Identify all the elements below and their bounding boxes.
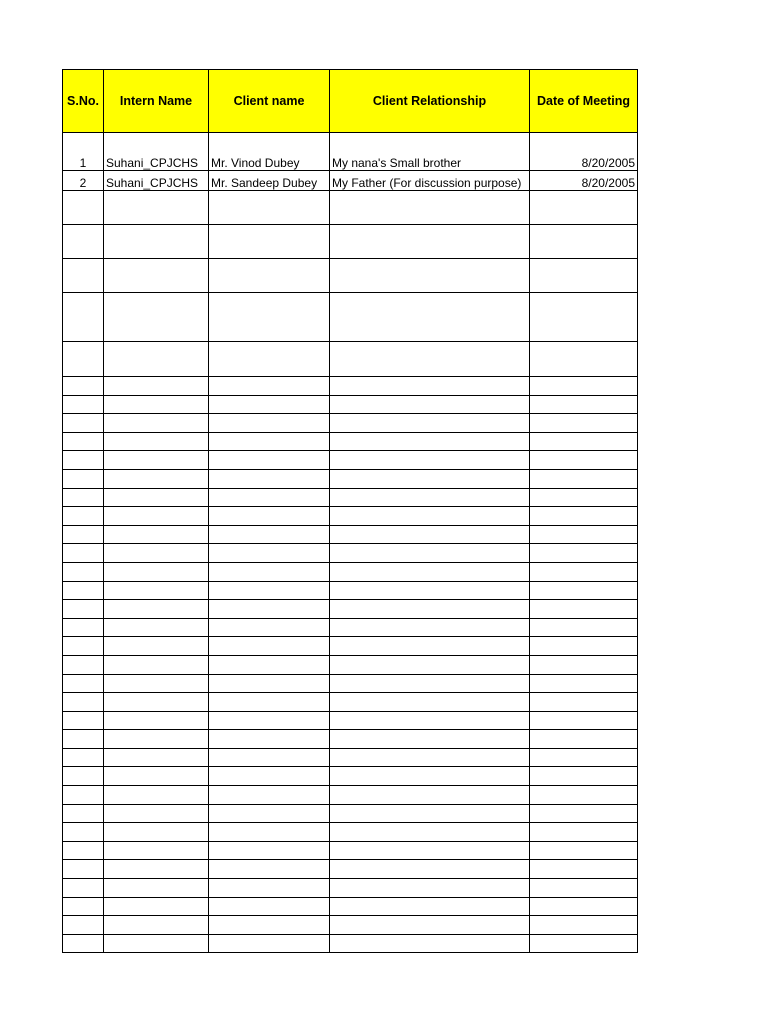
- table-row-empty: [63, 879, 638, 898]
- cell-intern-name-empty[interactable]: [104, 786, 209, 805]
- cell-date-of-meeting-empty[interactable]: [530, 544, 638, 563]
- cell-date-of-meeting-empty[interactable]: [530, 804, 638, 823]
- cell-client-name-empty[interactable]: [209, 507, 330, 526]
- cell-sno-empty[interactable]: [63, 342, 104, 377]
- cell-intern-name-empty[interactable]: [104, 259, 209, 293]
- cell-date-of-meeting-empty[interactable]: [530, 432, 638, 451]
- cell-client-name-empty[interactable]: [209, 600, 330, 619]
- cell-client-relationship-empty[interactable]: [330, 562, 530, 581]
- table-row-empty: [63, 730, 638, 749]
- cell-intern-name-empty[interactable]: [104, 544, 209, 563]
- table-row-empty: [63, 711, 638, 730]
- cell-client-relationship[interactable]: My nana's Small brother: [330, 133, 530, 171]
- cell-sno-empty[interactable]: [63, 897, 104, 916]
- cell-date-of-meeting-empty[interactable]: [530, 748, 638, 767]
- table-row-empty: [63, 897, 638, 916]
- cell-intern-name-empty[interactable]: [104, 395, 209, 414]
- cell-date-of-meeting-empty[interactable]: [530, 507, 638, 526]
- cell-date-of-meeting-empty[interactable]: [530, 823, 638, 842]
- table-row-empty: [63, 544, 638, 563]
- table-row-empty: [63, 562, 638, 581]
- cell-intern-name-empty[interactable]: [104, 879, 209, 898]
- table-row-empty: [63, 395, 638, 414]
- cell-date-of-meeting-empty[interactable]: [530, 342, 638, 377]
- table-row-empty: [63, 637, 638, 656]
- meeting-log-table: [62, 69, 638, 953]
- cell-date-of-meeting-empty[interactable]: [530, 562, 638, 581]
- cell-client-name-empty[interactable]: [209, 748, 330, 767]
- table-row-empty: [63, 377, 638, 396]
- cell-sno-empty[interactable]: [63, 293, 104, 342]
- cell-intern-name-empty[interactable]: [104, 618, 209, 637]
- table-row-empty: [63, 804, 638, 823]
- cell-sno-empty[interactable]: [63, 748, 104, 767]
- cell-date-of-meeting-empty[interactable]: [530, 618, 638, 637]
- cell-intern-name-empty[interactable]: [104, 581, 209, 600]
- table-row-empty: [63, 414, 638, 433]
- cell-client-relationship-empty[interactable]: [330, 748, 530, 767]
- cell-date-of-meeting-empty[interactable]: [530, 451, 638, 470]
- cell-date-of-meeting-empty[interactable]: [530, 786, 638, 805]
- cell-client-name-empty[interactable]: [209, 293, 330, 342]
- cell-date-of-meeting-empty[interactable]: [530, 674, 638, 693]
- cell-date-of-meeting-empty[interactable]: [530, 934, 638, 953]
- cell-intern-name-empty[interactable]: [104, 897, 209, 916]
- cell-intern-name-empty[interactable]: [104, 916, 209, 935]
- table-row-empty: [63, 693, 638, 712]
- cell-intern-name-empty[interactable]: [104, 767, 209, 786]
- cell-client-relationship-empty[interactable]: [330, 600, 530, 619]
- cell-client-name-empty[interactable]: [209, 259, 330, 293]
- cell-sno-empty[interactable]: [63, 469, 104, 488]
- cell-sno-empty[interactable]: [63, 637, 104, 656]
- cell-client-name-empty[interactable]: [209, 860, 330, 879]
- cell-client-name-empty[interactable]: [209, 674, 330, 693]
- cell-client-relationship-empty[interactable]: [330, 804, 530, 823]
- cell-date-of-meeting-empty[interactable]: [530, 600, 638, 619]
- cell-client-name-empty[interactable]: [209, 191, 330, 225]
- cell-date-of-meeting-empty[interactable]: [530, 469, 638, 488]
- cell-sno-empty[interactable]: [63, 860, 104, 879]
- table-row-empty: [63, 655, 638, 674]
- cell-client-relationship-empty[interactable]: [330, 841, 530, 860]
- cell-client-name-empty[interactable]: [209, 711, 330, 730]
- cell-client-relationship-empty[interactable]: [330, 259, 530, 293]
- cell-intern-name-empty[interactable]: [104, 934, 209, 953]
- cell-sno-empty[interactable]: [63, 451, 104, 470]
- cell-client-name-empty[interactable]: [209, 544, 330, 563]
- cell-sno-empty[interactable]: [63, 600, 104, 619]
- cell-client-relationship-empty[interactable]: [330, 879, 530, 898]
- cell-client-relationship-empty[interactable]: [330, 655, 530, 674]
- cell-intern-name-empty[interactable]: [104, 711, 209, 730]
- cell-intern-name-empty[interactable]: [104, 804, 209, 823]
- cell-client-relationship-empty[interactable]: [330, 488, 530, 507]
- cell-client-relationship-empty[interactable]: [330, 916, 530, 935]
- table-row-empty: [63, 507, 638, 526]
- cell-client-name-empty[interactable]: [209, 916, 330, 935]
- cell-client-relationship-empty[interactable]: [330, 469, 530, 488]
- table-row: [63, 171, 638, 191]
- cell-date-of-meeting-empty[interactable]: [530, 916, 638, 935]
- cell-client-name-empty[interactable]: [209, 377, 330, 396]
- cell-intern-name-empty[interactable]: [104, 655, 209, 674]
- cell-sno-empty[interactable]: [63, 507, 104, 526]
- cell-sno-empty[interactable]: [63, 674, 104, 693]
- cell-client-relationship-empty[interactable]: [330, 711, 530, 730]
- cell-intern-name-empty[interactable]: [104, 693, 209, 712]
- header-row: [63, 70, 638, 133]
- cell-client-relationship-empty[interactable]: [330, 191, 530, 225]
- cell-date-of-meeting-empty[interactable]: [530, 225, 638, 259]
- cell-date-of-meeting-empty[interactable]: [530, 191, 638, 225]
- cell-client-name-empty[interactable]: [209, 581, 330, 600]
- cell-client-name-empty[interactable]: [209, 655, 330, 674]
- cell-client-name-empty[interactable]: [209, 841, 330, 860]
- cell-client-name-empty[interactable]: [209, 823, 330, 842]
- cell-intern-name-empty[interactable]: [104, 674, 209, 693]
- cell-client-relationship-empty[interactable]: [330, 934, 530, 953]
- cell-intern-name-empty[interactable]: [104, 730, 209, 749]
- table-row-empty: [63, 525, 638, 544]
- cell-date-of-meeting-empty[interactable]: [530, 860, 638, 879]
- table-row-empty: [63, 916, 638, 935]
- cell-client-name-empty[interactable]: [209, 804, 330, 823]
- cell-client-name-empty[interactable]: [209, 897, 330, 916]
- cell-client-name-empty[interactable]: [209, 618, 330, 637]
- cell-date-of-meeting-empty[interactable]: [530, 693, 638, 712]
- cell-client-relationship-empty[interactable]: [330, 225, 530, 259]
- header-intern-name[interactable]: Intern Name: [104, 70, 209, 133]
- cell-client-relationship-empty[interactable]: [330, 342, 530, 377]
- cell-client-relationship-empty[interactable]: [330, 860, 530, 879]
- cell-client-name-empty[interactable]: [209, 451, 330, 470]
- cell-sno-empty[interactable]: [63, 916, 104, 935]
- cell-client-name-empty[interactable]: [209, 525, 330, 544]
- cell-sno[interactable]: 1: [63, 133, 104, 171]
- cell-client-relationship-empty[interactable]: [330, 377, 530, 396]
- cell-intern-name-empty[interactable]: [104, 562, 209, 581]
- cell-intern-name[interactable]: Suhani_CPJCHS: [104, 171, 209, 191]
- cell-client-name-empty[interactable]: [209, 488, 330, 507]
- cell-sno-empty[interactable]: [63, 377, 104, 396]
- table-row-empty: [63, 432, 638, 451]
- cell-date-of-meeting-empty[interactable]: [530, 637, 638, 656]
- cell-client-relationship-empty[interactable]: [330, 767, 530, 786]
- cell-client-relationship-empty[interactable]: [330, 693, 530, 712]
- table-row-empty: [63, 293, 638, 342]
- cell-client-relationship-empty[interactable]: [330, 544, 530, 563]
- cell-sno-empty[interactable]: [63, 581, 104, 600]
- cell-client-name-empty[interactable]: [209, 934, 330, 953]
- cell-intern-name-empty[interactable]: [104, 451, 209, 470]
- table-row-empty: [63, 259, 638, 293]
- table-row-empty: [63, 342, 638, 377]
- cell-sno-empty[interactable]: [63, 525, 104, 544]
- cell-client-relationship-empty[interactable]: [330, 786, 530, 805]
- cell-intern-name-empty[interactable]: [104, 600, 209, 619]
- cell-client-name-empty[interactable]: [209, 767, 330, 786]
- cell-intern-name-empty[interactable]: [104, 191, 209, 225]
- header-client-relationship[interactable]: Client Relationship: [330, 70, 530, 133]
- cell-date-of-meeting-empty[interactable]: [530, 841, 638, 860]
- cell-client-relationship-empty[interactable]: [330, 395, 530, 414]
- table-row: [63, 133, 638, 171]
- cell-intern-name-empty[interactable]: [104, 414, 209, 433]
- cell-client-relationship-empty[interactable]: [330, 432, 530, 451]
- cell-intern-name-empty[interactable]: [104, 637, 209, 656]
- cell-intern-name-empty[interactable]: [104, 469, 209, 488]
- cell-client-relationship-empty[interactable]: [330, 674, 530, 693]
- cell-sno-empty[interactable]: [63, 432, 104, 451]
- cell-sno-empty[interactable]: [63, 544, 104, 563]
- table-row-empty: [63, 823, 638, 842]
- cell-date-of-meeting-empty[interactable]: [530, 395, 638, 414]
- cell-client-relationship-empty[interactable]: [330, 823, 530, 842]
- cell-sno-empty[interactable]: [63, 395, 104, 414]
- cell-client-relationship-empty[interactable]: [330, 618, 530, 637]
- cell-client-relationship-empty[interactable]: [330, 897, 530, 916]
- cell-client-name-empty[interactable]: [209, 562, 330, 581]
- header-sno[interactable]: S.No.: [63, 70, 104, 133]
- cell-sno-empty[interactable]: [63, 225, 104, 259]
- cell-intern-name[interactable]: Suhani_CPJCHS: [104, 133, 209, 171]
- cell-sno-empty[interactable]: [63, 655, 104, 674]
- table-row-empty: [63, 674, 638, 693]
- table-row-empty: [63, 225, 638, 259]
- cell-sno-empty[interactable]: [63, 693, 104, 712]
- table-row-empty: [63, 600, 638, 619]
- cell-sno-empty[interactable]: [63, 934, 104, 953]
- cell-date-of-meeting-empty[interactable]: [530, 488, 638, 507]
- cell-intern-name-empty[interactable]: [104, 525, 209, 544]
- cell-client-relationship-empty[interactable]: [330, 507, 530, 526]
- cell-client-name-empty[interactable]: [209, 342, 330, 377]
- cell-sno-empty[interactable]: [63, 618, 104, 637]
- cell-client-relationship-empty[interactable]: [330, 451, 530, 470]
- table-row-empty: [63, 581, 638, 600]
- cell-date-of-meeting-empty[interactable]: [530, 897, 638, 916]
- cell-client-relationship-empty[interactable]: [330, 525, 530, 544]
- cell-client-name[interactable]: Mr. Sandeep Dubey: [209, 171, 330, 191]
- cell-sno-empty[interactable]: [63, 786, 104, 805]
- cell-client-relationship[interactable]: My Father (For discussion purpose): [330, 171, 530, 191]
- cell-date-of-meeting[interactable]: 8/20/2005: [530, 133, 638, 171]
- cell-client-name-empty[interactable]: [209, 786, 330, 805]
- table-row-empty: [63, 469, 638, 488]
- cell-sno-empty[interactable]: [63, 191, 104, 225]
- cell-client-name-empty[interactable]: [209, 395, 330, 414]
- cell-date-of-meeting-empty[interactable]: [530, 730, 638, 749]
- cell-date-of-meeting-empty[interactable]: [530, 711, 638, 730]
- cell-date-of-meeting-empty[interactable]: [530, 879, 638, 898]
- table-row-empty: [63, 767, 638, 786]
- cell-client-name[interactable]: Mr. Vinod Dubey: [209, 133, 330, 171]
- cell-date-of-meeting-empty[interactable]: [530, 655, 638, 674]
- table-row-empty: [63, 618, 638, 637]
- cell-intern-name-empty[interactable]: [104, 293, 209, 342]
- table-row-empty: [63, 786, 638, 805]
- cell-intern-name-empty[interactable]: [104, 841, 209, 860]
- cell-date-of-meeting-empty[interactable]: [530, 525, 638, 544]
- cell-sno-empty[interactable]: [63, 879, 104, 898]
- cell-client-name-empty[interactable]: [209, 637, 330, 656]
- cell-sno-empty[interactable]: [63, 823, 104, 842]
- cell-date-of-meeting-empty[interactable]: [530, 259, 638, 293]
- table-row-empty: [63, 191, 638, 225]
- cell-intern-name-empty[interactable]: [104, 748, 209, 767]
- cell-intern-name-empty[interactable]: [104, 225, 209, 259]
- table-row-empty: [63, 451, 638, 470]
- cell-date-of-meeting-empty[interactable]: [530, 767, 638, 786]
- cell-sno-empty[interactable]: [63, 562, 104, 581]
- cell-intern-name-empty[interactable]: [104, 432, 209, 451]
- header-client-name[interactable]: Client name: [209, 70, 330, 133]
- cell-sno-empty[interactable]: [63, 711, 104, 730]
- table-row-empty: [63, 934, 638, 953]
- table-row-empty: [63, 748, 638, 767]
- cell-sno-empty[interactable]: [63, 730, 104, 749]
- cell-intern-name-empty[interactable]: [104, 377, 209, 396]
- cell-client-relationship-empty[interactable]: [330, 581, 530, 600]
- cell-date-of-meeting-empty[interactable]: [530, 414, 638, 433]
- cell-sno-empty[interactable]: [63, 488, 104, 507]
- cell-intern-name-empty[interactable]: [104, 823, 209, 842]
- cell-sno-empty[interactable]: [63, 841, 104, 860]
- cell-client-name-empty[interactable]: [209, 225, 330, 259]
- cell-client-name-empty[interactable]: [209, 730, 330, 749]
- cell-sno-empty[interactable]: [63, 414, 104, 433]
- cell-date-of-meeting-empty[interactable]: [530, 293, 638, 342]
- cell-client-name-empty[interactable]: [209, 879, 330, 898]
- cell-intern-name-empty[interactable]: [104, 488, 209, 507]
- cell-client-name-empty[interactable]: [209, 693, 330, 712]
- cell-sno[interactable]: 2: [63, 171, 104, 191]
- cell-client-name-empty[interactable]: [209, 414, 330, 433]
- cell-client-relationship-empty[interactable]: [330, 730, 530, 749]
- cell-intern-name-empty[interactable]: [104, 860, 209, 879]
- header-date-of-meeting[interactable]: Date of Meeting: [530, 70, 638, 133]
- table-row-empty: [63, 841, 638, 860]
- table-row-empty: [63, 488, 638, 507]
- cell-sno-empty[interactable]: [63, 804, 104, 823]
- cell-client-relationship-empty[interactable]: [330, 414, 530, 433]
- cell-client-name-empty[interactable]: [209, 469, 330, 488]
- cell-date-of-meeting-empty[interactable]: [530, 581, 638, 600]
- cell-sno-empty[interactable]: [63, 259, 104, 293]
- cell-client-relationship-empty[interactable]: [330, 637, 530, 656]
- cell-intern-name-empty[interactable]: [104, 507, 209, 526]
- cell-date-of-meeting-empty[interactable]: [530, 377, 638, 396]
- cell-client-relationship-empty[interactable]: [330, 293, 530, 342]
- table-row-empty: [63, 860, 638, 879]
- cell-sno-empty[interactable]: [63, 767, 104, 786]
- cell-intern-name-empty[interactable]: [104, 342, 209, 377]
- cell-date-of-meeting[interactable]: 8/20/2005: [530, 171, 638, 191]
- cell-client-name-empty[interactable]: [209, 432, 330, 451]
